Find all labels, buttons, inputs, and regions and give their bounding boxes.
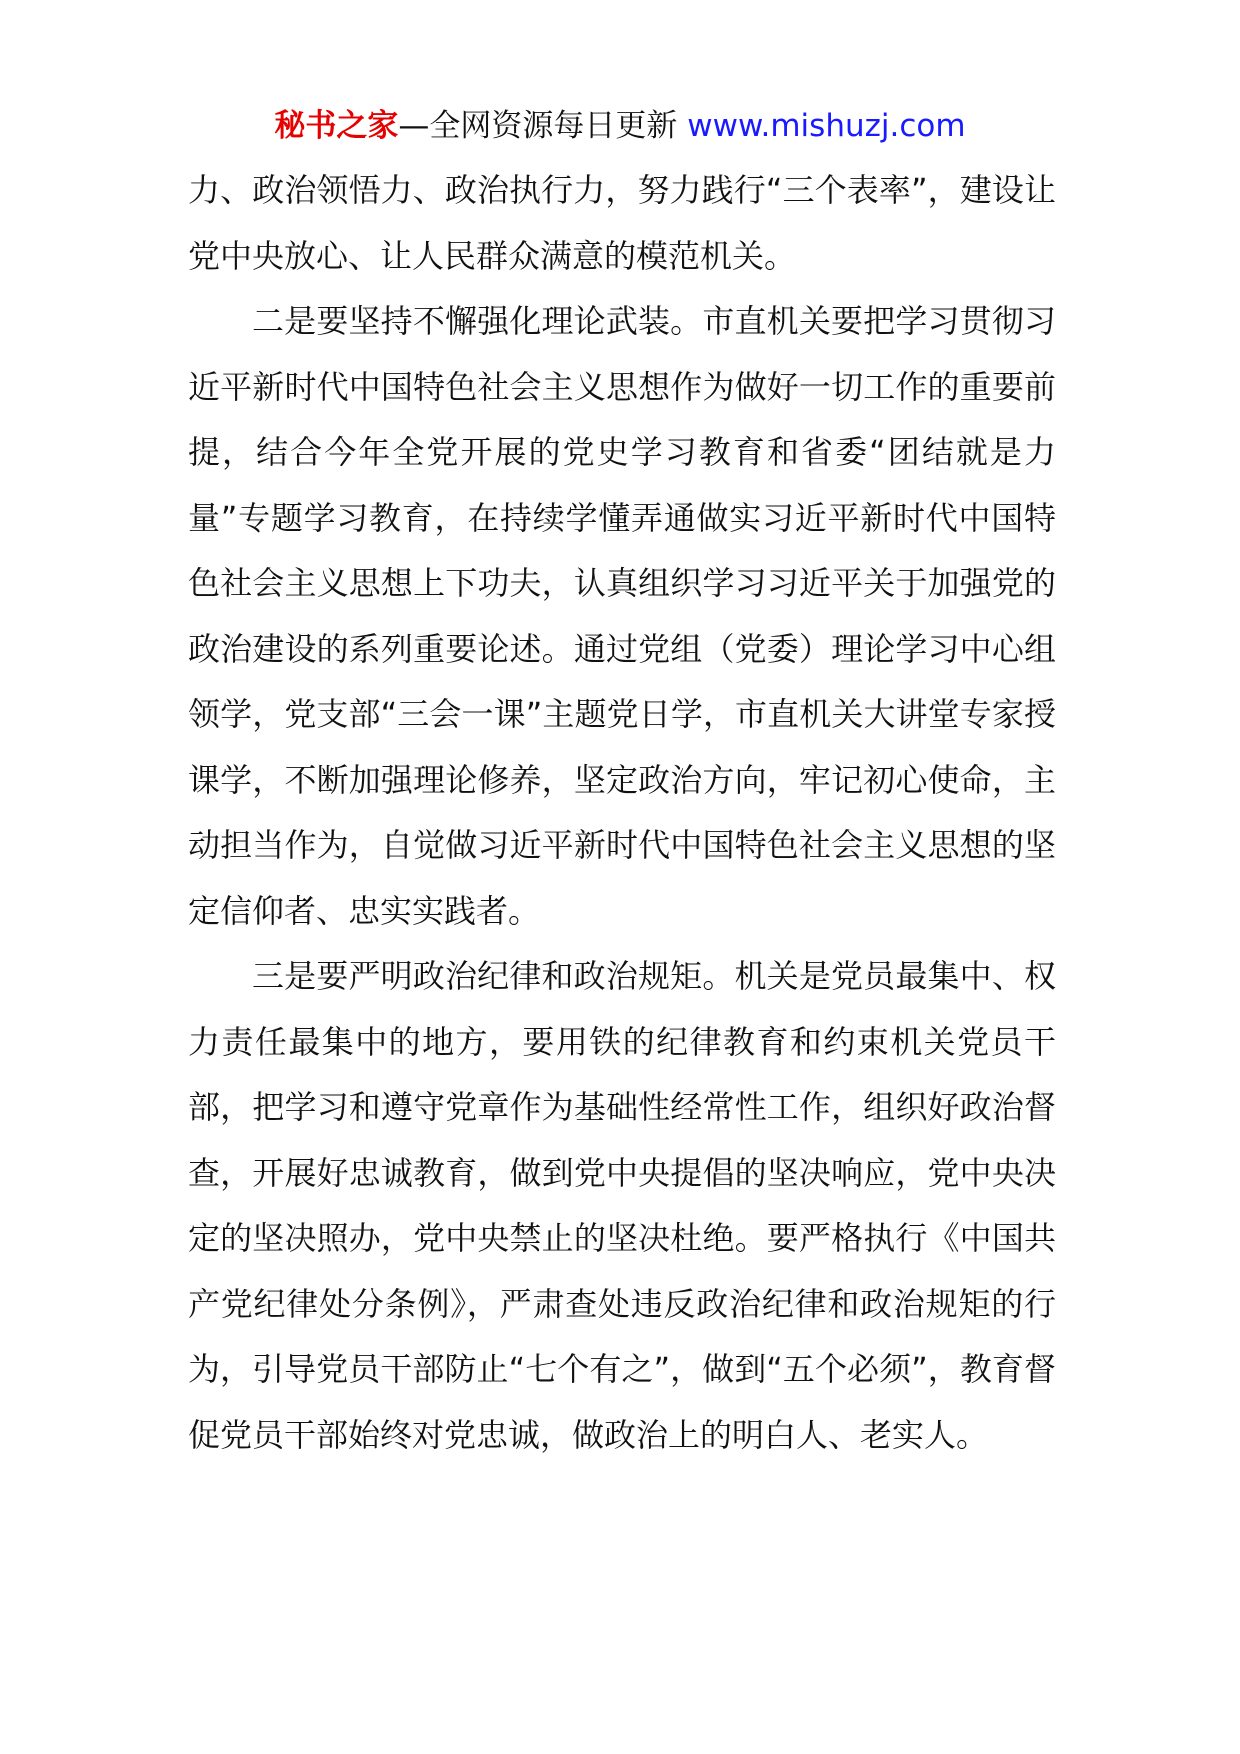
paragraph-political-discipline: 三是要严明政治纪律和政治规矩。机关是党员最集中、权力责任最集中的地方，要用铁的纪律教育和约束机关党员干部，把学习和遵守党章作为基础性经常性工作，组织好政治督查，开展好忠诚教育，做到党中央提倡的坚决响应，党中央决定的坚决照办，党中央禁止的坚决杜绝。要严格执行《中国共产党纪律处分条例》，严肃查处违反政治纪律和政治规矩的行为，引导党员干部防止“七个有之”，做到“五个必须”，教育督促党员干部始终对党忠诚，做政治上的明白人、老实人。 bbox=[188, 957, 1056, 1454]
paragraph-theory-study: 二是要坚持不懈强化理论武装。市直机关要把学习贯彻习近平新时代中国特色社会主义思想作为做好一切工作的重要前提，结合今年全党开展的党史学习教育和省委“团结就是力量”专题学习教育，在持续学懂弄通做实习近平新时代中国特色社会主义思想上下功夫，认真组织学习习近平关于加强党的政治建设的系列重要论述。通过党组（党委）理论学习中心组领学，党支部“三会一课”主题党日学，市直机关大讲堂专家授课学，不断加强理论修养，坚定政治方向，牢记初心使命，主动担当作为，自觉做习近平新时代中国特色社会主义思想的坚定信仰者、忠实实践者。 bbox=[188, 302, 1056, 930]
site-url-link[interactable]: www.mishuzj.com bbox=[687, 108, 966, 144]
document-body bbox=[188, 158, 1056, 1468]
header-tagline: —全网资源每日更新 bbox=[398, 108, 688, 144]
site-header bbox=[0, 104, 1240, 148]
paragraph-continuation: 力、政治领悟力、政治执行力，努力践行“三个表率”，建设让党中央放心、让人民群众满意的模范机关。 bbox=[188, 171, 1056, 275]
brand-name: 秘书之家 bbox=[274, 108, 399, 144]
